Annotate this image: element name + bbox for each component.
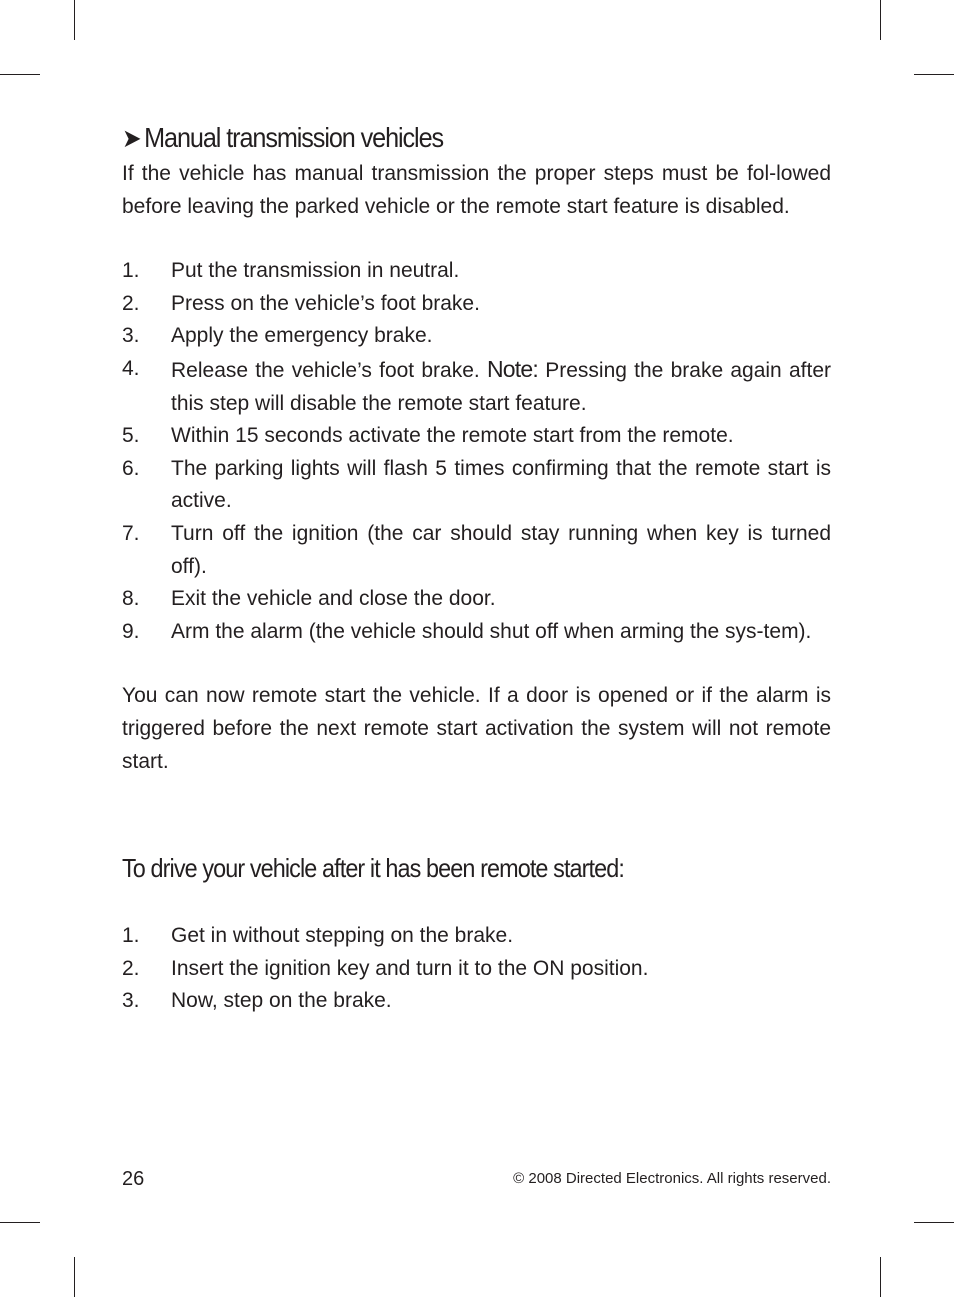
- list-item: 7. Turn off the ignition (the car should stay running when key is turned off).: [122, 521, 831, 578]
- copyright-notice: © 2008 Directed Electronics. All rights reserved.: [513, 1170, 831, 1187]
- page-number: 26: [122, 1168, 145, 1190]
- list-item: 1. Get in without stepping on the brake.: [122, 924, 514, 948]
- crop-mark: [74, 1257, 75, 1297]
- list-item: 3. Now, step on the brake.: [122, 989, 392, 1013]
- list-item: 2. Insert the ignition key and turn it to the ON position.: [122, 956, 649, 980]
- note-label: Note:: [486, 355, 538, 382]
- list-item: 9. Arm the alarm (the vehicle should shut off when arming the sys-tem).: [122, 619, 812, 643]
- list-item: 2. Press on the vehicle’s foot brake.: [122, 291, 480, 315]
- crop-mark: [0, 74, 40, 75]
- list-item: 5. Within 15 seconds activate the remote start from the remote.: [122, 424, 734, 448]
- crop-mark: [880, 0, 881, 40]
- heading-text: Manual transmission vehicles: [144, 122, 444, 153]
- list-item: 6. The parking lights will flash 5 times confirming that the remote start is active.: [122, 456, 831, 513]
- crop-mark: [914, 74, 954, 75]
- steps-list: [122, 255, 831, 648]
- drive-steps-list: [122, 920, 831, 1018]
- page-content: [122, 118, 831, 1018]
- crop-mark: [0, 1222, 40, 1223]
- crop-mark: [74, 0, 75, 40]
- section-heading-2: To drive your vehicle after it has been remote started:: [122, 853, 624, 884]
- closing-paragraph: You can now remote start the vehicle. If a door is opened or if the alarm is triggered before the next remote start activation the system will not remote start.: [122, 684, 831, 773]
- list-item: 1. Put the transmission in neutral.: [122, 259, 460, 283]
- list-item: 8. Exit the vehicle and close the door.: [122, 587, 496, 611]
- section-heading: [122, 118, 760, 158]
- list-item: 3. Apply the emergency brake.: [122, 324, 433, 348]
- crop-mark: [880, 1257, 881, 1297]
- arrow-icon: ➤: [122, 123, 141, 153]
- crop-mark: [914, 1222, 954, 1223]
- intro-paragraph: If the vehicle has manual transmission the proper steps must be fol-lowed before leaving the parked vehicle or the remote start feature is disabled.: [122, 162, 831, 218]
- list-item: 4. Release the vehicle’s foot brake. Note: Pressing the brake again after this step will disable the remote start feature.: [122, 355, 831, 415]
